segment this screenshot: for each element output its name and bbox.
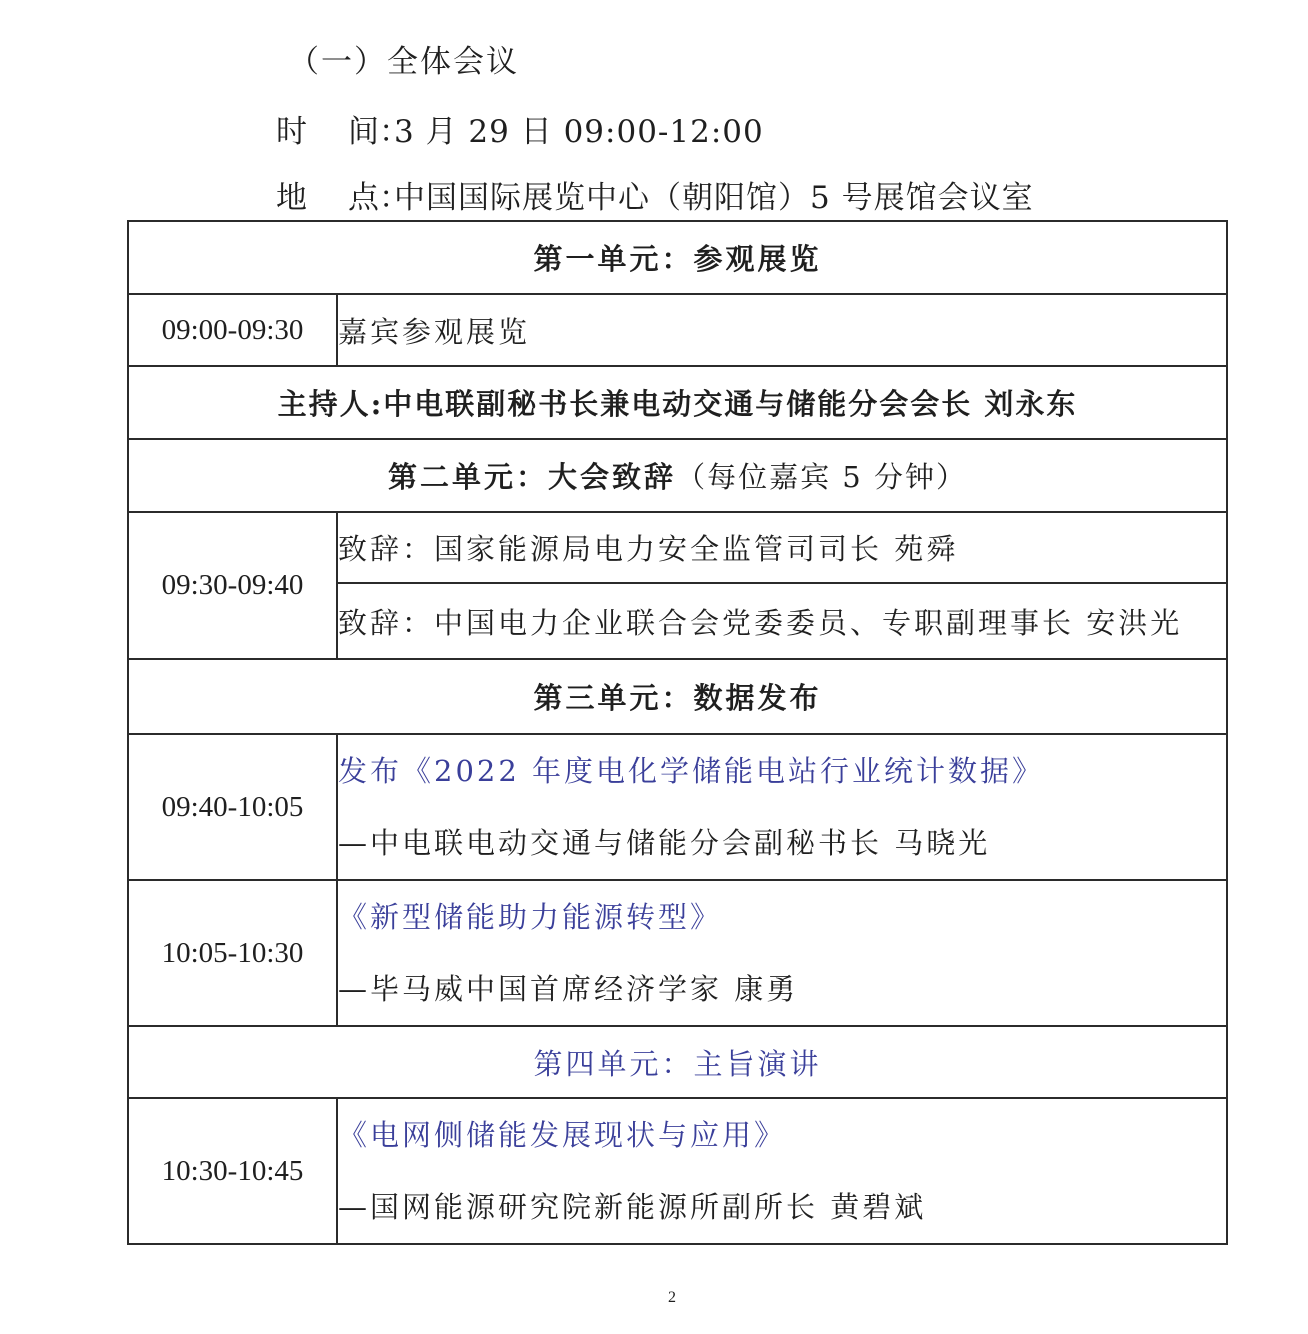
table-row (128, 1098, 1227, 1244)
row-3-time: 09:40-10:05 (128, 734, 337, 880)
table-row (128, 512, 1227, 583)
row-2-item-2: 致辞：中国电力企业联合会党委委员、专职副理事长 安洪光 (337, 583, 1227, 659)
unit-2-note: （每位嘉宾 5 分钟） (676, 460, 967, 494)
place-label: 地 点： (276, 180, 410, 216)
table-row (128, 294, 1227, 366)
table-row (128, 880, 1227, 1026)
row-4-speaker: —毕马威中国首席经济学家 康勇 (338, 972, 799, 1006)
host-row (128, 366, 1227, 439)
unit-3-title: 第三单元：数据发布 (128, 659, 1227, 734)
time-label: 时 间： (276, 114, 410, 150)
unit-4-title: 第四单元：主旨演讲 (128, 1026, 1227, 1098)
row-1-item: 嘉宾参观展览 (337, 294, 1227, 366)
unit-row-2 (128, 439, 1227, 512)
row-2-time: 09:30-09:40 (128, 512, 337, 659)
row-1-time: 09:00-09:30 (128, 294, 337, 366)
unit-2-title: 第二单元：大会致辞 (388, 460, 677, 494)
row-4-time: 10:05-10:30 (128, 880, 337, 1026)
unit-row-4 (128, 1026, 1227, 1098)
row-5-speaker: —国网能源研究院新能源所副所长 黄碧斌 (338, 1190, 927, 1224)
unit-1-title: 第一单元：参观展览 (128, 221, 1227, 294)
row-4-item (337, 880, 1227, 1026)
row-3-title: 发布《2022 年度电化学储能电站行业统计数据》 (338, 754, 1045, 788)
time-value: 3 月 29 日 09:00-12:00 (394, 114, 764, 150)
section-title: （一）全体会议 (288, 44, 519, 80)
place-value: 中国国际展览中心（朝阳馆）5 号展馆会议室 (394, 180, 1034, 216)
unit-row-3 (128, 659, 1227, 734)
row-2-item-1: 致辞：国家能源局电力安全监管司司长 苑舜 (337, 512, 1227, 583)
place-line (276, 172, 1034, 217)
row-3-speaker: —中电联电动交通与储能分会副秘书长 马晓光 (338, 826, 991, 860)
row-5-item (337, 1098, 1227, 1244)
table-row (128, 734, 1227, 880)
row-3-item (337, 734, 1227, 880)
row-4-title: 《新型储能助力能源转型》 (338, 900, 723, 934)
row-5-title: 《电网侧储能发展现状与应用》 (338, 1118, 787, 1152)
page-number: 2 (668, 1289, 676, 1306)
unit-row-1 (128, 221, 1227, 294)
row-5-time: 10:30-10:45 (128, 1098, 337, 1244)
agenda-table (127, 220, 1228, 1245)
unit-2-cell (128, 439, 1227, 512)
time-line (276, 106, 764, 151)
host-text: 主持人:中电联副秘书长兼电动交通与储能分会会长 刘永东 (128, 366, 1227, 439)
